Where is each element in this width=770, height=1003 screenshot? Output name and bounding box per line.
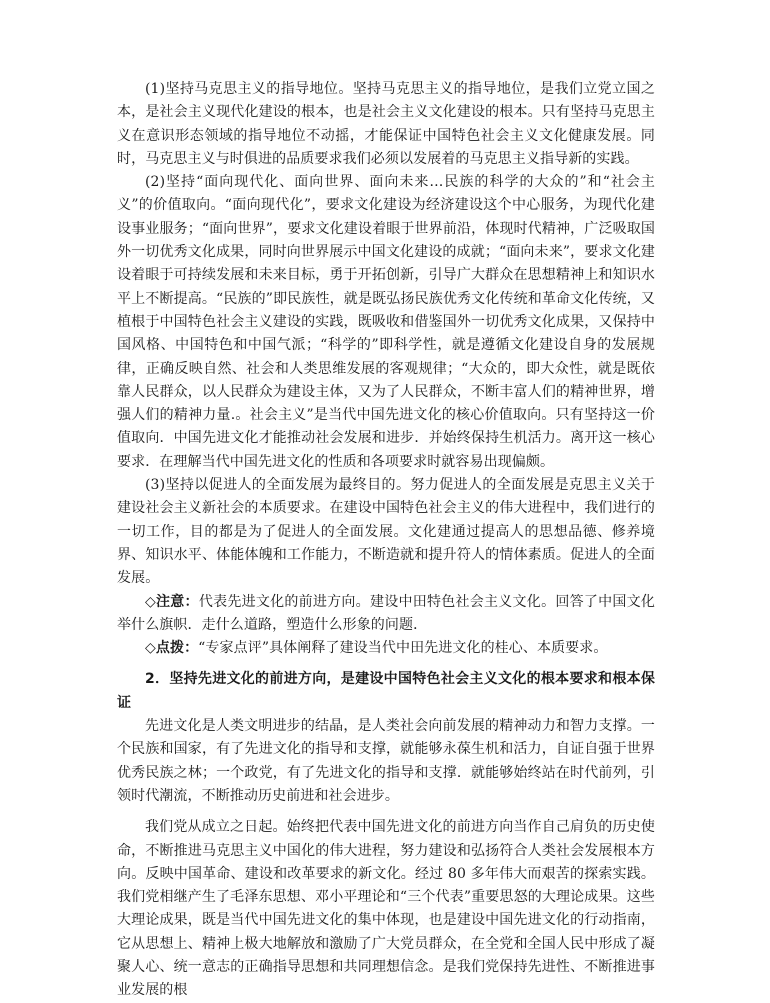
paragraph-point-3: (3)坚持以促进人的全面发展为最终目的。努力促进人的全面发展是克思主义关于建设社会主义新社会的本质要求。在建设中国特色社会主义的伟大进程中，我们进行的一切工作，目的都是为了促进人的全面发展。文化建通过提高人的思想品德、修养境界、知识水平、体能体魄和工作能力，不断造就和提升符人的情体素质。促进人的全面发展。 — [117, 477, 655, 587]
paragraph-advanced-culture: 先进文化是人类文明进步的结晶，是人类社会向前发展的精神动力和智力支撑。一个民族和国家，有了先进文化的指导和支撑，就能够永葆生机和活力，自证自强于世界优秀民族之林；一个政党，有了先进文化的指导和支撑．就能够始终站在时代前列，引领时代潮流，不断推动历史前进和社会进步。 — [117, 718, 655, 804]
paragraph-party-history: 我们党从成立之日起。始终把代表中国先进文化的前进方向当作自己肩负的历史使命，不断推进马克思主义中国化的伟大进程，努力建设和弘扬符合人类社会发展根本方向。反映中国革命、建设和改革要求的新文化。经过 80 多年伟大而艰苦的探索实践。我们党相继产生了毛泽东思想、邓小平理论和“三个代表”重要思怒的大理论成果。这些大理论成果，既是当代中国先进文化的集中体现，也是建设中国先进文化的行动指南，它从思想上、精神上极大地解放和激励了广大党员群众，在全党和全国人民中形成了凝聚人心、统一意志的正确指导思想和共同理想信念。是我们党保持先进性、不断推进事业发展的根 — [117, 819, 655, 999]
tip-paragraph — [117, 637, 655, 660]
paragraph-point-2: (2)坚持“面向现代化、面向世界、面向未来…民族的科学的大众的”和“社会主义”的价值取向。“面向现代化”，要求文化建设为经济建设这个中心服务，为现代化建设事业服务；“面向世界”，要求文化建设着眼于世界前沿，体现时代精神，广泛吸取国外一切优秀文化成果，同时向世界展示中国文化建设的成就；“面向未来”，要求文化建设着眼于可持续发展和未来目标，勇于开拓创新，引导广大群众在思想精神上和知识水平上不断提高。“民族的”即民族性，就是既弘扬民族优秀文化传统和革命文化传统，又植根于中国特色社会主义建设的实践，既吸收和借鉴国外一切优秀文化成果，又保持中国风格、中国特色和中国气派；“科学的”即科学性，就是遵循文化建设自身的发展规律，正确反映自然、社会和人类思维发展的客观规律；“大众的，即大众性，就是既依靠人民群众，以人民群众为建设主体，又为了人民群众，不断丰富人们的精神世界，增强人们的精神力量.。社会主义”是当代中国先进文化的核心价值取向。只有坚持这一价值取向．中国先进文化才能推动社会发展和进步．并始终保持生机活力。离开这一核心要求．在理解当代中国先进文化的性质和各项要求时就容易出现偏颇。 — [117, 174, 655, 470]
tip-text: “专家点评”具体阐释了建设当代中田先进文化的桂心、本质要求。 — [198, 640, 608, 657]
paragraph-gap — [117, 808, 655, 816]
tip-label: ◇点拨： — [145, 640, 199, 657]
note-text: 代表先进文化的前进方向。建设中田特色社会主义文化。回答了中国文化举什么旗帜．走什么道路，塑造什么形象的问题． — [117, 593, 655, 633]
note-label: ◇注意： — [145, 593, 199, 610]
section-heading: 2．坚持先进文化的前进方向，是建设中国特色社会主义文化的根本要求和根本保证 — [117, 671, 655, 711]
paragraph-point-1: (1)坚持马克思主义的指导地位。坚持马克思主义的指导地位，是我们立党立国之本，是社会主义现代化建设的根本，也是社会主义文化建设的根本。只有坚持马克思主义在意识形态领域的指导地位不动摇，才能保证中国特色社会主义文化健康发展。同时，马克思主义与时俱进的品质要求我们必须以发展着的马克思主义指导新的实践。 — [117, 81, 655, 167]
note-paragraph — [117, 591, 655, 638]
document-page — [117, 78, 655, 1003]
